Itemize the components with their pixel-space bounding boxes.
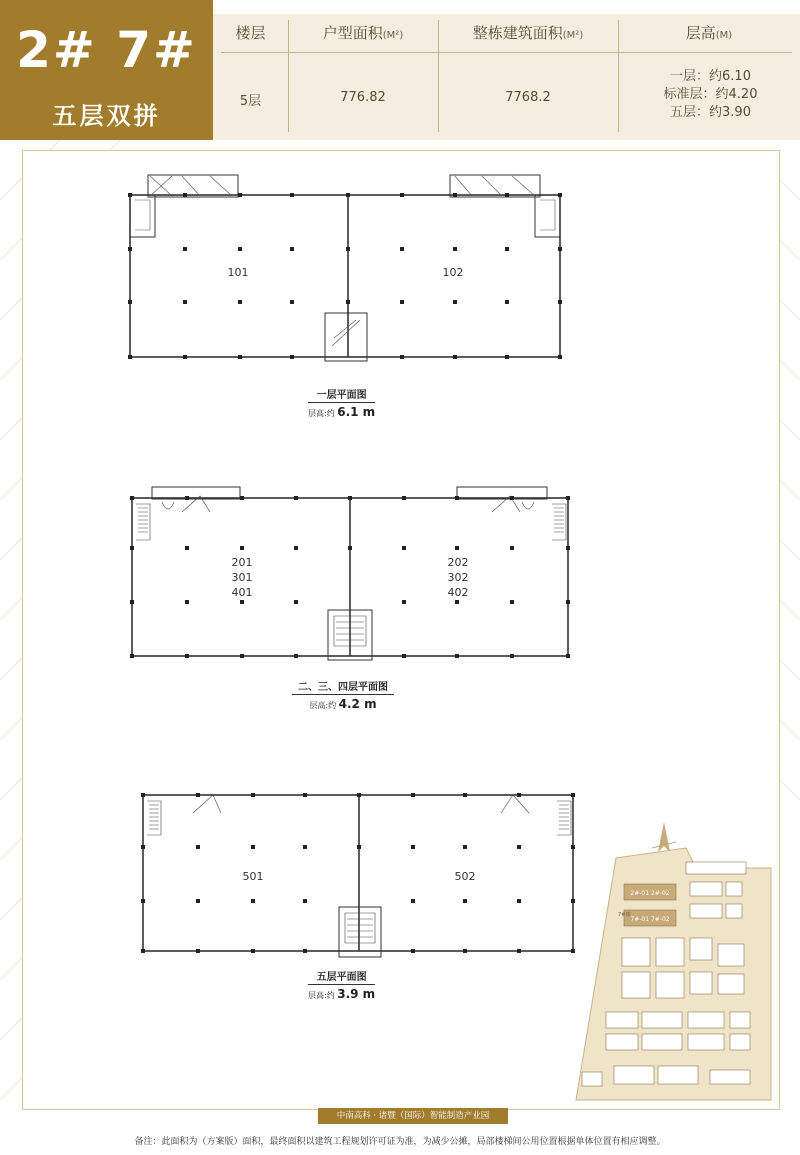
highlight-unit: 7#-01 7#-02 [630,916,670,923]
plan-caption-2: 二、三、四层平面图 层高:约 4.2 m [292,678,394,711]
compass-icon [652,822,676,852]
plan-height: 6.1 m [337,405,376,419]
header-floors: 楼层 [235,24,266,42]
building-number: 2# 7# [16,21,197,79]
unit-label: 501 [242,870,264,883]
project-bar: 中南高科 · 诸暨（国际）智能制造产业园 [318,1108,508,1124]
header-unit-area: 户型面积(M²) [322,24,404,42]
value-unit-area: 776.82 [340,90,386,105]
site-minimap [566,818,773,1102]
plan-height: 3.9 m [337,987,376,1001]
spec-table [213,14,800,140]
plan-caption-1: 一层平面图 层高:约 6.1 m [308,386,375,419]
columns-3 [141,793,575,953]
building-type: 五层双拼 [52,102,161,130]
unit-label: 102 [442,266,464,279]
unit-label: 201 301 401 [231,556,253,599]
floor-plan-2 [122,482,580,668]
floor-plan-1 [120,170,570,380]
plan-height: 4.2 m [338,697,377,711]
unit-label: 502 [454,870,476,883]
header-height: 层高(M) [685,24,733,42]
header-total-area: 整栋建筑面积(M²) [472,24,584,42]
footnote: 备注：此面积为（方案版）面积，最终面积以建筑工程规划许可证为准，为减少公摊，局部楼梯间公用位置根据单体位置有相应调整。 [134,1137,666,1147]
value-total-area: 7768.2 [505,90,551,105]
unit-label: 101 [227,266,249,279]
value-heights: 一层：约6.10 标准层：约4.20 五层：约3.90 [663,69,758,120]
highlight-unit: 2#-01 2#-02 [630,890,670,897]
side-label: 7#楼 [618,912,631,918]
unit-label: 202 302 402 [447,556,469,599]
header [0,0,800,140]
building-badge [0,0,213,140]
plan-caption-3: 五层平面图 层高:约 3.9 m [308,968,375,1001]
value-floors: 5层 [239,94,262,109]
floor-plan-3 [133,783,581,963]
